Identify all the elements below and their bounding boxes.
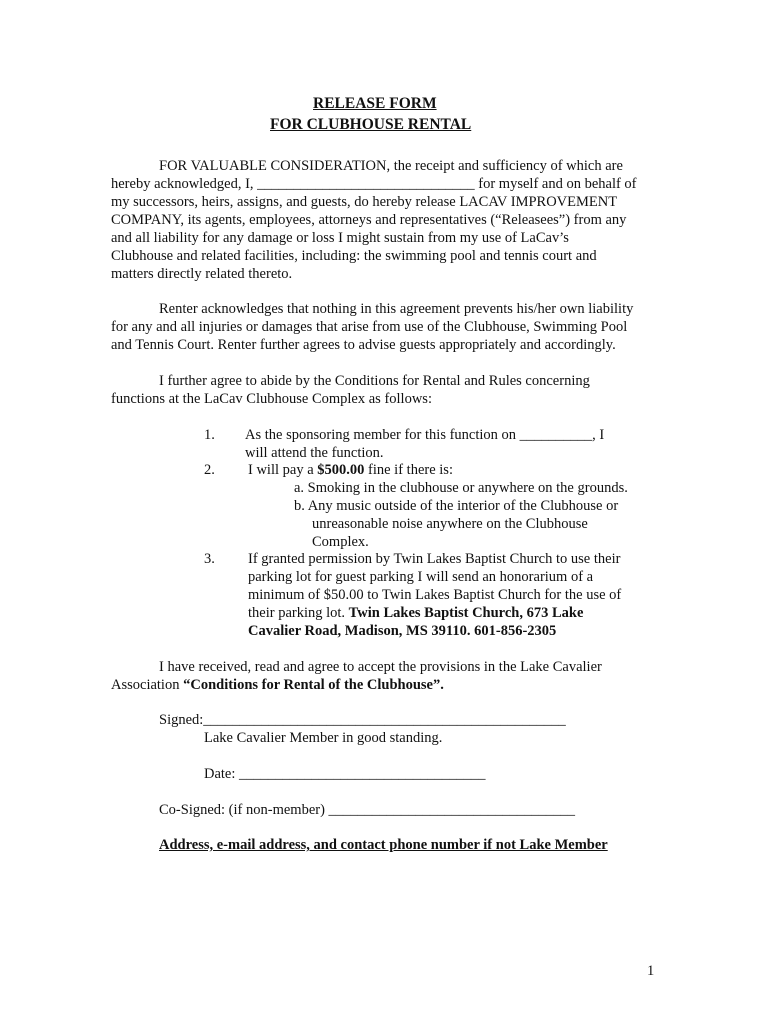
sub-item-b: unreasonable noise anywhere on the Clubhouse [312,516,588,532]
paragraph-line: FOR VALUABLE CONSIDERATION, the receipt and sufficiency of which are [159,158,623,174]
list-number: 3. [204,551,215,567]
paragraph-line: hereby acknowledged, I, ______________________________ for myself and on behalf of [111,176,637,192]
paragraph-line: Renter acknowledges that nothing in this agreement prevents his/her own liability [159,301,634,317]
sub-item-a: a. Smoking in the clubhouse or anywhere on the grounds. [294,480,628,496]
paragraph-line: matters directly related thereto. [111,266,293,282]
church-address: Twin Lakes Baptist Church, 673 Lake [348,605,584,621]
sub-item-b: Complex. [312,534,369,550]
paragraph-line: Clubhouse and related facilities, including: the swimming pool and tennis court and [111,248,597,264]
list-item-line [248,604,583,622]
paragraph-line: functions at the LaCav Clubhouse Complex as follows: [111,391,432,407]
association-text: Association [111,677,184,693]
list-item-line: will attend the function. [245,445,384,461]
form-title-line1: RELEASE FORM [313,95,437,112]
paragraph-line: and Tennis Court. Renter further agrees to advise guests appropriately and accordingly. [111,337,616,353]
paragraph-line: COMPANY, its agents, employees, attorneys and representatives (“Releasees”) from any [111,212,627,228]
paragraph-line: my successors, heirs, assigns, and guests, do hereby release LACAV IMPROVEMENT [111,194,618,210]
date-line[interactable]: Date: __________________________________ [204,766,486,782]
church-address: Cavalier Road, Madison, MS 39110. 601-856-2305 [248,623,557,639]
member-note: Lake Cavalier Member in good standing. [204,730,443,746]
conditions-title: “Conditions for Rental of the Clubhouse”. [183,677,444,693]
list-item-line: parking lot for guest parking I will send an honorarium of a [248,569,594,585]
paragraph-line: I further agree to abide by the Conditions for Rental and Rules concerning [159,373,590,389]
form-title-line2: FOR CLUBHOUSE RENTAL [270,116,472,133]
fine-text: I will pay a [248,462,318,478]
list-item-line [248,461,453,479]
paragraph-line: and all liability for any damage or loss I might sustain from my use of LaCav’s [111,230,569,246]
sub-item-b: b. Any music outside of the interior of the Clubhouse or [294,498,619,514]
paragraph-line: I have received, read and agree to accept the provisions in the Lake Cavalier [159,659,602,675]
fine-amount: $500.00 [317,462,365,478]
fine-text: fine if there is: [364,462,453,478]
parking-text: their parking lot. [248,605,349,621]
paragraph-line: for any and all injuries or damages that arise from use of the Clubhouse, Swimming Pool [111,319,628,335]
list-number: 1. [204,427,215,443]
list-item-line: If granted permission by Twin Lakes Baptist Church to use their [248,551,621,567]
list-item-line: As the sponsoring member for this function on __________, I [245,427,605,443]
list-item-line: minimum of $50.00 to Twin Lakes Baptist Church for the use of [248,587,622,603]
cosigned-line[interactable]: Co-Signed: (if non-member) __________________________________ [159,802,576,818]
non-member-info-note: Address, e-mail address, and contact phone number if not Lake Member [159,837,608,853]
signed-line[interactable]: Signed:__________________________________________________ [159,712,566,728]
page-number: 1 [647,963,655,979]
paragraph-line [111,676,444,694]
list-number: 2. [204,462,215,478]
